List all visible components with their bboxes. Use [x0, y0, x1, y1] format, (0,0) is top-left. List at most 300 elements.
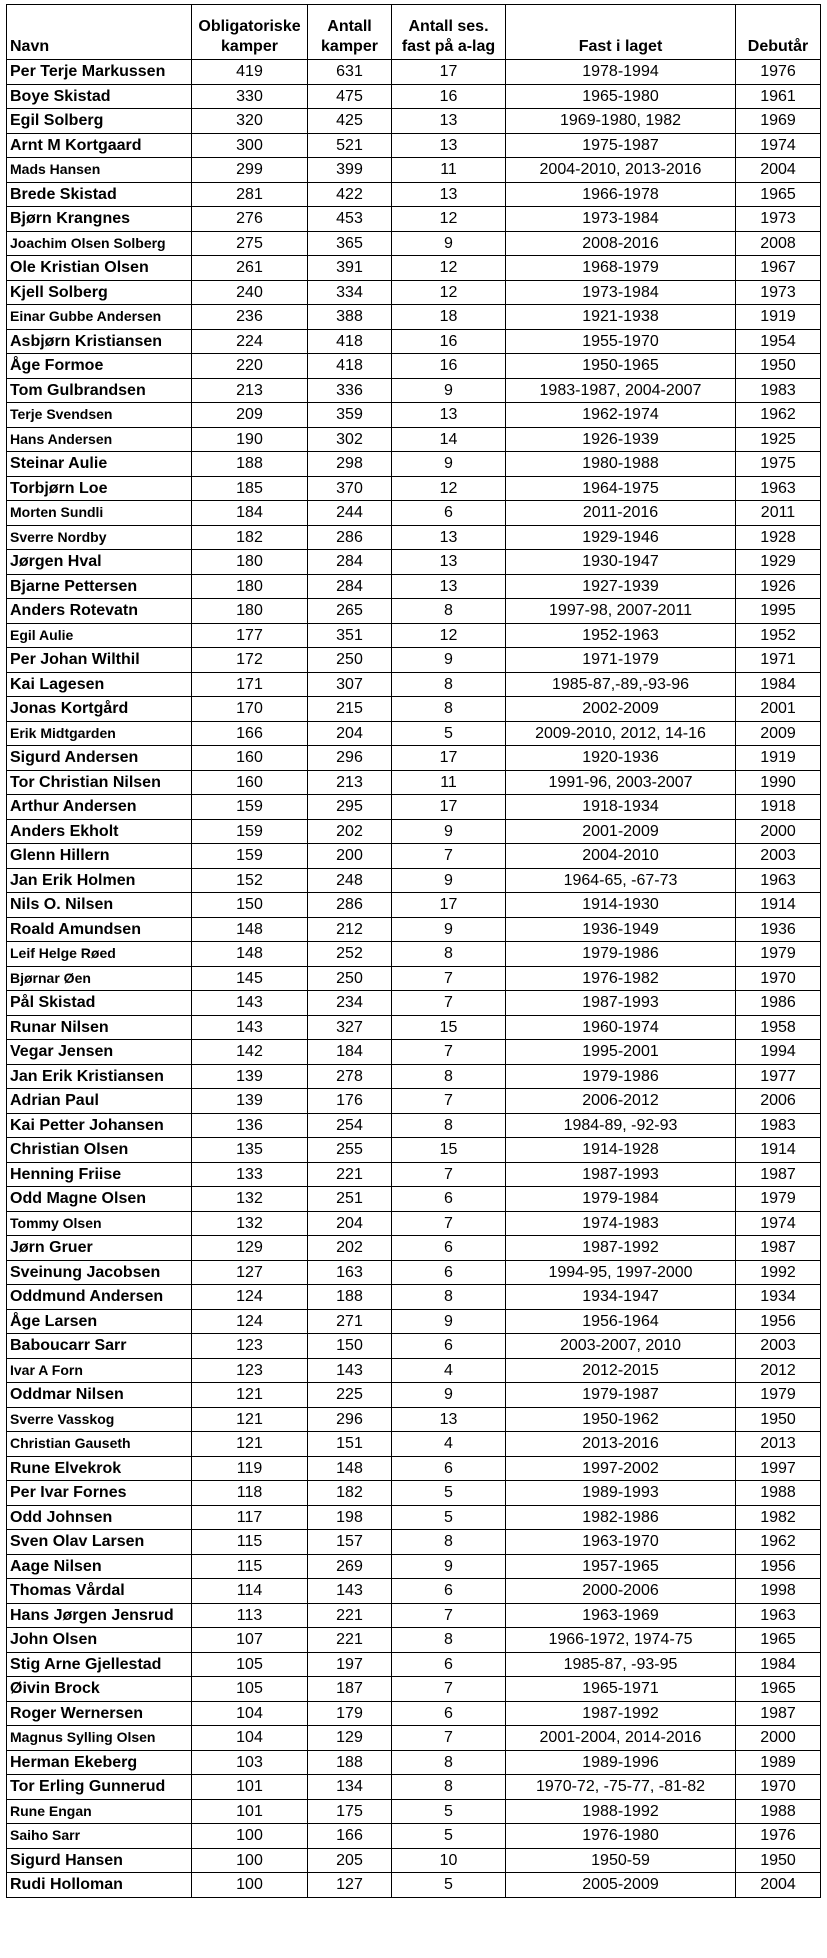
cell-total: 422	[308, 182, 392, 207]
cell-debut: 2011	[736, 501, 821, 526]
cell-name: Sven Olav Larsen	[7, 1530, 192, 1555]
cell-seasons: 13	[392, 182, 506, 207]
cell-name: Tor Erling Gunnerud	[7, 1775, 192, 1800]
cell-seasons: 9	[392, 819, 506, 844]
cell-mandatory: 190	[192, 427, 308, 452]
table-row	[7, 721, 821, 746]
cell-fixed: 1964-1975	[506, 476, 736, 501]
cell-debut: 1950	[736, 1407, 821, 1432]
table-row	[7, 1187, 821, 1212]
cell-fixed: 1970-72, -75-77, -81-82	[506, 1775, 736, 1800]
cell-total: 204	[308, 721, 392, 746]
cell-mandatory: 135	[192, 1138, 308, 1163]
cell-seasons: 12	[392, 207, 506, 232]
cell-mandatory: 148	[192, 917, 308, 942]
table-row	[7, 1603, 821, 1628]
cell-total: 399	[308, 158, 392, 183]
cell-debut: 2003	[736, 844, 821, 869]
table-row	[7, 378, 821, 403]
cell-fixed: 2005-2009	[506, 1873, 736, 1898]
cell-mandatory: 123	[192, 1358, 308, 1383]
cell-mandatory: 188	[192, 452, 308, 477]
cell-debut: 1914	[736, 1138, 821, 1163]
cell-total: 176	[308, 1089, 392, 1114]
cell-seasons: 7	[392, 1162, 506, 1187]
table-row	[7, 1285, 821, 1310]
cell-seasons: 17	[392, 893, 506, 918]
cell-debut: 1961	[736, 84, 821, 109]
cell-mandatory: 117	[192, 1505, 308, 1530]
cell-debut: 1963	[736, 476, 821, 501]
cell-debut: 1958	[736, 1015, 821, 1040]
cell-name: Oddmar Nilsen	[7, 1383, 192, 1408]
cell-mandatory: 105	[192, 1652, 308, 1677]
cell-name: Tommy Olsen	[7, 1211, 192, 1236]
cell-fixed: 1960-1974	[506, 1015, 736, 1040]
cell-seasons: 8	[392, 1628, 506, 1653]
table-row	[7, 354, 821, 379]
cell-total: 175	[308, 1799, 392, 1824]
cell-fixed: 2013-2016	[506, 1432, 736, 1457]
cell-name: Jonas Kortgård	[7, 697, 192, 722]
cell-mandatory: 124	[192, 1309, 308, 1334]
cell-debut: 1973	[736, 207, 821, 232]
cell-seasons: 6	[392, 1456, 506, 1481]
cell-name: Nils O. Nilsen	[7, 893, 192, 918]
cell-debut: 1990	[736, 770, 821, 795]
cell-debut: 1988	[736, 1799, 821, 1824]
cell-name: Stig Arne Gjellestad	[7, 1652, 192, 1677]
cell-total: 255	[308, 1138, 392, 1163]
cell-debut: 2008	[736, 231, 821, 256]
cell-mandatory: 180	[192, 574, 308, 599]
cell-debut: 1926	[736, 574, 821, 599]
cell-total: 336	[308, 378, 392, 403]
cell-mandatory: 145	[192, 966, 308, 991]
cell-total: 521	[308, 133, 392, 158]
cell-debut: 1979	[736, 942, 821, 967]
cell-seasons: 7	[392, 1677, 506, 1702]
cell-fixed: 2008-2016	[506, 231, 736, 256]
cell-name: Per Johan Wilthil	[7, 648, 192, 673]
cell-total: 188	[308, 1285, 392, 1310]
table-row	[7, 648, 821, 673]
cell-mandatory: 220	[192, 354, 308, 379]
cell-name: Adrian Paul	[7, 1089, 192, 1114]
cell-name: Kai Lagesen	[7, 672, 192, 697]
cell-debut: 2000	[736, 819, 821, 844]
cell-name: Pål Skistad	[7, 991, 192, 1016]
cell-mandatory: 104	[192, 1726, 308, 1751]
cell-total: 365	[308, 231, 392, 256]
cell-fixed: 1914-1928	[506, 1138, 736, 1163]
cell-mandatory: 132	[192, 1211, 308, 1236]
cell-fixed: 1979-1986	[506, 942, 736, 967]
cell-fixed: 2012-2015	[506, 1358, 736, 1383]
cell-name: Arnt M Kortgaard	[7, 133, 192, 158]
table-row	[7, 1652, 821, 1677]
cell-seasons: 8	[392, 942, 506, 967]
cell-total: 284	[308, 574, 392, 599]
cell-debut: 1976	[736, 1824, 821, 1849]
table-row	[7, 1530, 821, 1555]
cell-total: 129	[308, 1726, 392, 1751]
cell-debut: 1988	[736, 1481, 821, 1506]
cell-fixed: 1988-1992	[506, 1799, 736, 1824]
cell-total: 163	[308, 1260, 392, 1285]
cell-fixed: 1914-1930	[506, 893, 736, 918]
cell-total: 200	[308, 844, 392, 869]
table-row	[7, 280, 821, 305]
cell-fixed: 1968-1979	[506, 256, 736, 281]
cell-name: Bjørnar Øen	[7, 966, 192, 991]
cell-seasons: 6	[392, 1236, 506, 1261]
cell-name: Thomas Vårdal	[7, 1579, 192, 1604]
cell-total: 213	[308, 770, 392, 795]
cell-debut: 1963	[736, 868, 821, 893]
cell-mandatory: 275	[192, 231, 308, 256]
cell-debut: 2006	[736, 1089, 821, 1114]
cell-mandatory: 115	[192, 1554, 308, 1579]
cell-fixed: 1987-1992	[506, 1701, 736, 1726]
header-debut: Debutår	[736, 5, 821, 60]
cell-fixed: 2004-2010, 2013-2016	[506, 158, 736, 183]
cell-mandatory: 159	[192, 795, 308, 820]
cell-debut: 1954	[736, 329, 821, 354]
table-row	[7, 819, 821, 844]
cell-seasons: 9	[392, 452, 506, 477]
cell-total: 148	[308, 1456, 392, 1481]
cell-seasons: 6	[392, 1701, 506, 1726]
cell-total: 307	[308, 672, 392, 697]
cell-seasons: 13	[392, 525, 506, 550]
cell-debut: 1984	[736, 1652, 821, 1677]
cell-debut: 1974	[736, 133, 821, 158]
cell-mandatory: 101	[192, 1799, 308, 1824]
cell-mandatory: 159	[192, 844, 308, 869]
cell-name: Leif Helge Røed	[7, 942, 192, 967]
cell-fixed: 1997-98, 2007-2011	[506, 599, 736, 624]
cell-seasons: 6	[392, 1334, 506, 1359]
cell-seasons: 8	[392, 1530, 506, 1555]
cell-total: 151	[308, 1432, 392, 1457]
cell-total: 221	[308, 1603, 392, 1628]
cell-total: 157	[308, 1530, 392, 1555]
cell-debut: 1975	[736, 452, 821, 477]
cell-total: 388	[308, 305, 392, 330]
table-row	[7, 1211, 821, 1236]
table-row	[7, 1824, 821, 1849]
cell-mandatory: 261	[192, 256, 308, 281]
cell-seasons: 7	[392, 1040, 506, 1065]
cell-total: 187	[308, 1677, 392, 1702]
header-row	[7, 5, 821, 60]
table-row	[7, 1260, 821, 1285]
cell-debut: 1984	[736, 672, 821, 697]
cell-fixed: 2006-2012	[506, 1089, 736, 1114]
cell-mandatory: 276	[192, 207, 308, 232]
player-stats-table	[6, 4, 821, 1898]
cell-mandatory: 184	[192, 501, 308, 526]
cell-debut: 1963	[736, 1603, 821, 1628]
cell-mandatory: 132	[192, 1187, 308, 1212]
cell-total: 295	[308, 795, 392, 820]
cell-total: 248	[308, 868, 392, 893]
cell-mandatory: 180	[192, 599, 308, 624]
cell-mandatory: 100	[192, 1873, 308, 1898]
cell-debut: 1973	[736, 280, 821, 305]
cell-name: Brede Skistad	[7, 182, 192, 207]
table-row	[7, 476, 821, 501]
cell-mandatory: 103	[192, 1750, 308, 1775]
cell-total: 271	[308, 1309, 392, 1334]
table-row	[7, 868, 821, 893]
cell-name: Bjørn Krangnes	[7, 207, 192, 232]
cell-name: Tor Christian Nilsen	[7, 770, 192, 795]
cell-debut: 2004	[736, 158, 821, 183]
cell-debut: 1983	[736, 1113, 821, 1138]
cell-fixed: 1976-1982	[506, 966, 736, 991]
cell-fixed: 1956-1964	[506, 1309, 736, 1334]
cell-total: 370	[308, 476, 392, 501]
table-row	[7, 1113, 821, 1138]
cell-total: 252	[308, 942, 392, 967]
cell-name: Arthur Andersen	[7, 795, 192, 820]
cell-fixed: 2011-2016	[506, 501, 736, 526]
table-row	[7, 795, 821, 820]
cell-fixed: 1950-1962	[506, 1407, 736, 1432]
cell-fixed: 1921-1938	[506, 305, 736, 330]
cell-total: 188	[308, 1750, 392, 1775]
cell-debut: 1919	[736, 746, 821, 771]
cell-seasons: 8	[392, 672, 506, 697]
cell-fixed: 1950-1965	[506, 354, 736, 379]
cell-fixed: 1978-1994	[506, 60, 736, 85]
cell-fixed: 2001-2009	[506, 819, 736, 844]
cell-fixed: 1989-1996	[506, 1750, 736, 1775]
cell-name: Saiho Sarr	[7, 1824, 192, 1849]
table-row	[7, 697, 821, 722]
cell-debut: 2003	[736, 1334, 821, 1359]
cell-name: Odd Johnsen	[7, 1505, 192, 1530]
cell-seasons: 5	[392, 1505, 506, 1530]
table-row	[7, 893, 821, 918]
cell-seasons: 8	[392, 1285, 506, 1310]
cell-seasons: 10	[392, 1848, 506, 1873]
cell-debut: 1914	[736, 893, 821, 918]
cell-name: Kjell Solberg	[7, 280, 192, 305]
cell-name: Egil Solberg	[7, 109, 192, 134]
cell-fixed: 1983-1987, 2004-2007	[506, 378, 736, 403]
cell-total: 215	[308, 697, 392, 722]
table-row	[7, 1726, 821, 1751]
table-row	[7, 1432, 821, 1457]
cell-name: Åge Larsen	[7, 1309, 192, 1334]
table-row	[7, 1089, 821, 1114]
cell-debut: 1950	[736, 354, 821, 379]
cell-fixed: 1984-89, -92-93	[506, 1113, 736, 1138]
cell-name: Kai Petter Johansen	[7, 1113, 192, 1138]
cell-total: 265	[308, 599, 392, 624]
cell-debut: 1977	[736, 1064, 821, 1089]
cell-seasons: 13	[392, 133, 506, 158]
cell-name: Rune Engan	[7, 1799, 192, 1824]
cell-mandatory: 177	[192, 623, 308, 648]
cell-fixed: 1987-1992	[506, 1236, 736, 1261]
cell-seasons: 5	[392, 1824, 506, 1849]
cell-name: Egil Aulie	[7, 623, 192, 648]
cell-fixed: 1966-1978	[506, 182, 736, 207]
table-row	[7, 452, 821, 477]
table-row	[7, 1334, 821, 1359]
table-row	[7, 305, 821, 330]
table-row	[7, 1015, 821, 1040]
table-row	[7, 770, 821, 795]
cell-debut: 1934	[736, 1285, 821, 1310]
cell-fixed: 2002-2009	[506, 697, 736, 722]
cell-total: 212	[308, 917, 392, 942]
table-row	[7, 917, 821, 942]
cell-seasons: 13	[392, 550, 506, 575]
cell-name: Øivin Brock	[7, 1677, 192, 1702]
cell-total: 418	[308, 354, 392, 379]
cell-name: Terje Svendsen	[7, 403, 192, 428]
header-total: Antall kamper	[308, 5, 392, 60]
cell-name: Bjarne Pettersen	[7, 574, 192, 599]
cell-name: Odd Magne Olsen	[7, 1187, 192, 1212]
cell-total: 244	[308, 501, 392, 526]
cell-debut: 1971	[736, 648, 821, 673]
table-row	[7, 525, 821, 550]
cell-debut: 1970	[736, 1775, 821, 1800]
cell-fixed: 1973-1984	[506, 280, 736, 305]
cell-total: 221	[308, 1162, 392, 1187]
cell-fixed: 1930-1947	[506, 550, 736, 575]
cell-total: 278	[308, 1064, 392, 1089]
cell-total: 204	[308, 1211, 392, 1236]
table-row	[7, 746, 821, 771]
cell-name: Steinar Aulie	[7, 452, 192, 477]
cell-fixed: 1927-1939	[506, 574, 736, 599]
cell-fixed: 2003-2007, 2010	[506, 1334, 736, 1359]
cell-name: Sigurd Andersen	[7, 746, 192, 771]
cell-total: 143	[308, 1358, 392, 1383]
cell-name: Per Terje Markussen	[7, 60, 192, 85]
cell-fixed: 1963-1969	[506, 1603, 736, 1628]
table-row	[7, 1236, 821, 1261]
cell-fixed: 2009-2010, 2012, 14-16	[506, 721, 736, 746]
cell-debut: 1970	[736, 966, 821, 991]
cell-name: Sverre Vasskog	[7, 1407, 192, 1432]
cell-mandatory: 143	[192, 1015, 308, 1040]
cell-total: 184	[308, 1040, 392, 1065]
cell-fixed: 1929-1946	[506, 525, 736, 550]
cell-fixed: 1955-1970	[506, 329, 736, 354]
cell-name: Åge Formoe	[7, 354, 192, 379]
cell-total: 150	[308, 1334, 392, 1359]
table-row	[7, 1138, 821, 1163]
cell-total: 166	[308, 1824, 392, 1849]
cell-seasons: 14	[392, 427, 506, 452]
cell-seasons: 9	[392, 1309, 506, 1334]
cell-total: 631	[308, 60, 392, 85]
table-row	[7, 1701, 821, 1726]
cell-seasons: 8	[392, 1775, 506, 1800]
cell-seasons: 9	[392, 648, 506, 673]
cell-fixed: 1976-1980	[506, 1824, 736, 1849]
cell-seasons: 9	[392, 231, 506, 256]
table-row	[7, 623, 821, 648]
cell-debut: 1987	[736, 1236, 821, 1261]
table-row	[7, 1628, 821, 1653]
cell-fixed: 1973-1984	[506, 207, 736, 232]
cell-fixed: 1975-1987	[506, 133, 736, 158]
cell-fixed: 1969-1980, 1982	[506, 109, 736, 134]
cell-seasons: 17	[392, 795, 506, 820]
cell-debut: 1987	[736, 1162, 821, 1187]
cell-total: 225	[308, 1383, 392, 1408]
cell-debut: 1918	[736, 795, 821, 820]
cell-mandatory: 127	[192, 1260, 308, 1285]
header-mandatory: Obligatoriske kamper	[192, 5, 308, 60]
cell-name: Anders Rotevatn	[7, 599, 192, 624]
cell-name: Rudi Holloman	[7, 1873, 192, 1898]
cell-total: 250	[308, 966, 392, 991]
cell-name: Erik Midtgarden	[7, 721, 192, 746]
cell-seasons: 13	[392, 1407, 506, 1432]
cell-total: 453	[308, 207, 392, 232]
cell-debut: 1979	[736, 1187, 821, 1212]
cell-seasons: 17	[392, 746, 506, 771]
cell-mandatory: 143	[192, 991, 308, 1016]
cell-mandatory: 330	[192, 84, 308, 109]
cell-fixed: 1964-65, -67-73	[506, 868, 736, 893]
cell-mandatory: 172	[192, 648, 308, 673]
cell-debut: 1982	[736, 1505, 821, 1530]
cell-debut: 1929	[736, 550, 821, 575]
table-row	[7, 158, 821, 183]
cell-name: Boye Skistad	[7, 84, 192, 109]
cell-mandatory: 160	[192, 770, 308, 795]
cell-name: Christian Olsen	[7, 1138, 192, 1163]
table-row	[7, 427, 821, 452]
cell-mandatory: 320	[192, 109, 308, 134]
cell-seasons: 12	[392, 256, 506, 281]
cell-seasons: 8	[392, 1064, 506, 1089]
cell-debut: 1998	[736, 1579, 821, 1604]
cell-name: Ivar A Forn	[7, 1358, 192, 1383]
cell-seasons: 12	[392, 476, 506, 501]
cell-total: 202	[308, 819, 392, 844]
cell-name: Mads Hansen	[7, 158, 192, 183]
cell-seasons: 4	[392, 1358, 506, 1383]
cell-name: Sigurd Hansen	[7, 1848, 192, 1873]
cell-debut: 1989	[736, 1750, 821, 1775]
cell-debut: 1995	[736, 599, 821, 624]
cell-total: 391	[308, 256, 392, 281]
cell-debut: 1983	[736, 378, 821, 403]
table-row	[7, 84, 821, 109]
cell-name: Sverre Nordby	[7, 525, 192, 550]
cell-name: Vegar Jensen	[7, 1040, 192, 1065]
cell-seasons: 11	[392, 770, 506, 795]
cell-name: Einar Gubbe Andersen	[7, 305, 192, 330]
cell-total: 359	[308, 403, 392, 428]
cell-mandatory: 139	[192, 1064, 308, 1089]
cell-total: 251	[308, 1187, 392, 1212]
cell-debut: 1919	[736, 305, 821, 330]
cell-fixed: 2001-2004, 2014-2016	[506, 1726, 736, 1751]
